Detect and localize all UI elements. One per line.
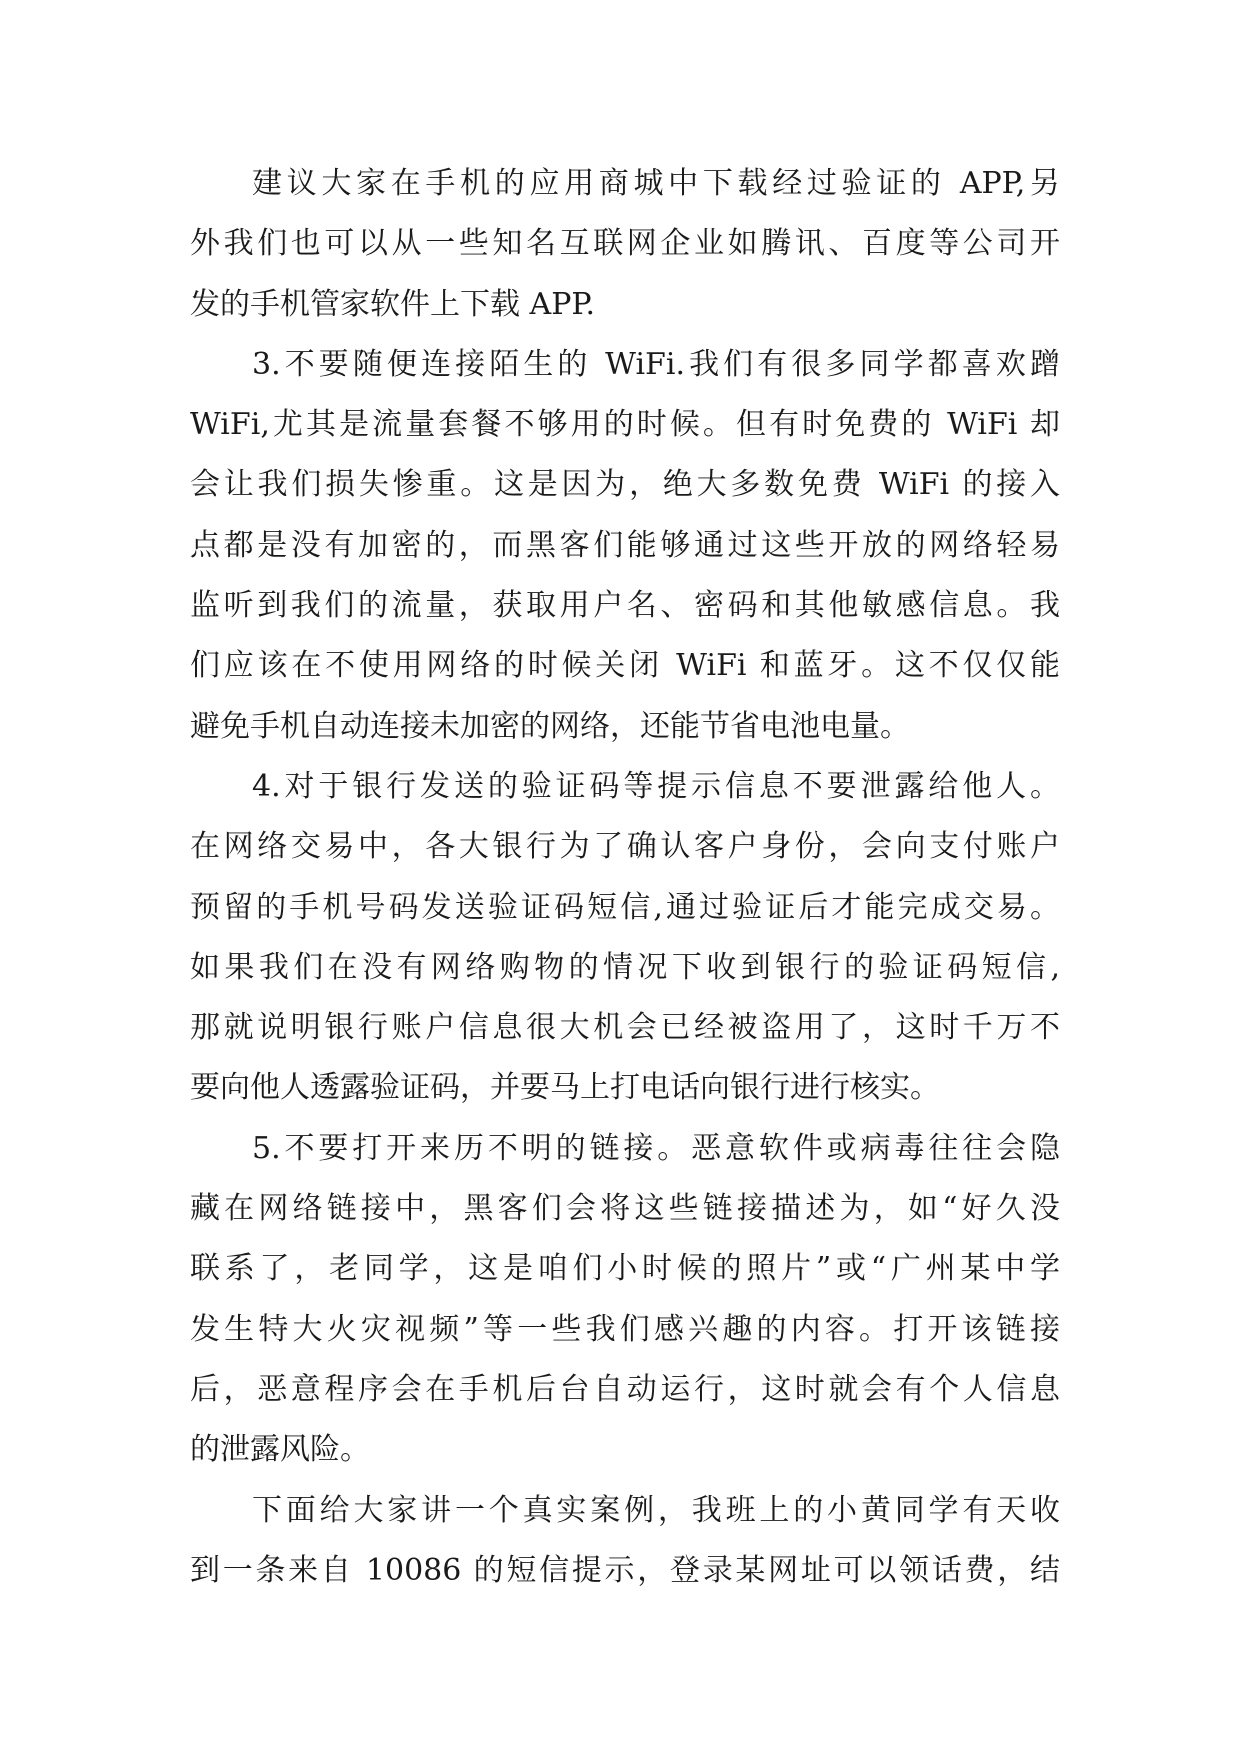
text-line: 外我们也可以从一些知名互联网企业如腾讯、百度等公司开 xyxy=(190,226,1060,262)
text-line: 后，恶意程序会在手机后台自动运行，这时就会有个人信息 xyxy=(190,1371,1060,1407)
text-line: 们应该在不使用网络的时候关闭 WiFi 和蓝牙。这不仅仅能 xyxy=(190,648,1060,684)
text-line: 联系了，老同学，这是咱们小时候的照片”或“广州某中学 xyxy=(190,1251,1060,1287)
text-line: 5.不要打开来历不明的链接。恶意软件或病毒往往会隐 xyxy=(252,1130,1060,1166)
text-line: 预留的手机号码发送验证码短信,通过验证后才能完成交易。 xyxy=(190,889,1060,925)
text-line: 3.不要随便连接陌生的 WiFi.我们有很多同学都喜欢蹭 xyxy=(252,346,1060,382)
text-line: WiFi,尤其是流量套餐不够用的时候。但有时免费的 WiFi 却 xyxy=(190,407,1060,443)
text-line: 的泄露风险。 xyxy=(190,1432,370,1468)
text-line: 如果我们在没有网络购物的情况下收到银行的验证码短信, xyxy=(190,949,1060,985)
text-line: 会让我们损失惨重。这是因为，绝大多数免费 WiFi 的接入 xyxy=(190,467,1060,503)
text-line: 4.对于银行发送的验证码等提示信息不要泄露给他人。 xyxy=(252,768,1060,804)
text-line: 到一条来自 10086 的短信提示，登录某网址可以领话费，结 xyxy=(190,1552,1060,1588)
text-line: 监听到我们的流量，获取用户名、密码和其他敏感信息。我 xyxy=(190,588,1060,624)
text-line: 要向他人透露验证码，并要马上打电话向银行进行核实。 xyxy=(190,1070,940,1106)
text-line: 下面给大家讲一个真实案例，我班上的小黄同学有天收 xyxy=(252,1492,1060,1528)
text-line: 在网络交易中，各大银行为了确认客户身份，会向支付账户 xyxy=(190,829,1060,865)
body-text xyxy=(190,154,1060,1601)
text-line: 点都是没有加密的，而黑客们能够通过这些开放的网络轻易 xyxy=(190,527,1060,563)
text-line: 藏在网络链接中，黑客们会将这些链接描述为，如“好久没 xyxy=(190,1191,1060,1227)
text-line: 那就说明银行账户信息很大机会已经被盗用了，这时千万不 xyxy=(190,1010,1060,1046)
text-line: 发生特大火灾视频”等一些我们感兴趣的内容。打开该链接 xyxy=(190,1311,1060,1347)
text-line: 发的手机管家软件上下载 APP. xyxy=(190,286,596,322)
text-line: 建议大家在手机的应用商城中下载经过验证的 APP,另 xyxy=(252,166,1060,201)
text-line: 避免手机自动连接未加密的网络，还能节省电池电量。 xyxy=(190,708,910,744)
